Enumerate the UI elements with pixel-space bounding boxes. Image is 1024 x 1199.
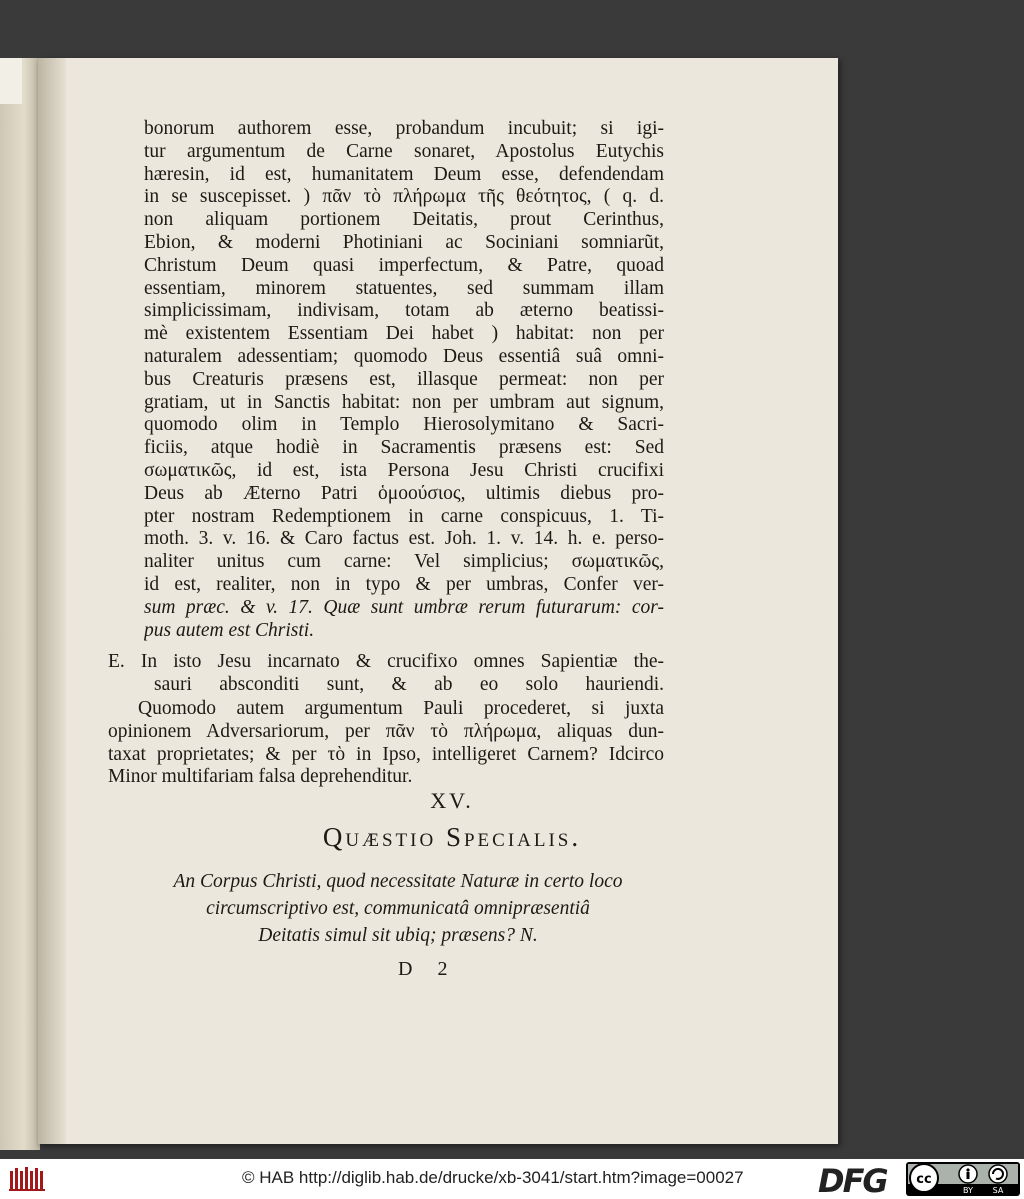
page-spine-shadow: [38, 58, 66, 1144]
cc-by-sa-icon[interactable]: [906, 1162, 1020, 1196]
text-line: naliter unitus cum carne: Vel simplicius; σωματικῶς,: [144, 551, 664, 573]
text-line: σωματικῶς, id est, ista Persona Jesu Christi crucifixi: [144, 459, 664, 481]
hab-logo-icon: [8, 1165, 48, 1193]
text-line: id est, realiter, non in typo & per umbras, Confer ver-: [144, 573, 664, 595]
svg-text:cc: cc: [916, 1172, 932, 1187]
section-heading: Quæstio Specialis.: [322, 822, 582, 852]
previous-page-corner: [0, 58, 22, 104]
text-line: gratiam, ut in Sanctis habitat: non per umbram aut signum,: [144, 391, 664, 413]
text-line: non aliquam portionem Deitatis, prout Cerinthus,: [144, 209, 664, 231]
text-line: hæresin, id est, humanitatem Deum esse, defendendam: [144, 163, 664, 185]
text-line: essentiam, minorem statuentes, sed summam illam: [144, 277, 664, 299]
signature-mark: D 2: [398, 958, 458, 980]
paragraph-line: Minor multifariam falsa deprehenditur.: [108, 766, 413, 788]
paragraph-line: Quomodo autem argumentum Pauli procederet, si juxta: [138, 698, 664, 719]
footer-bar: [0, 1159, 1024, 1199]
text-line: simplicissimam, indivisam, totam ab æterno beatissi-: [144, 300, 664, 322]
entry-e: [108, 651, 664, 697]
text-line: pus autem est Christi.: [144, 619, 315, 641]
book-page: [38, 58, 838, 1144]
text-line: Ebion, & moderni Photiniani ac Sociniani somniarũt,: [144, 231, 664, 253]
text-line: ficiis, atque hodiè in Sacramentis præsens est: Sed: [144, 437, 664, 459]
section-number: XV.: [430, 788, 474, 813]
conclusion-paragraph: [108, 698, 664, 789]
text-line: Christum Deum quasi imperfectum, & Patre, quoad: [144, 254, 664, 276]
entry-line: E. In isto Jesu incarnato & crucifixo omnes Sapientiæ the-: [108, 651, 664, 672]
text-line: bus Creaturis præsens est, illasque permeat: non per: [144, 368, 664, 390]
text-line: quomodo olim in Templo Hierosolymitano & Sacri-: [144, 414, 664, 436]
text-line: mè existentem Essentiam Dei habet ) habitat: non per: [144, 323, 664, 345]
question-block: [118, 868, 678, 949]
previous-page-edge: [0, 58, 40, 1150]
dfg-logo: DFG: [818, 1162, 887, 1199]
cc-sa-label: SA: [992, 1186, 1004, 1195]
paragraph-line: opinionem Adversariorum, per πᾶν τὸ πλήρωμα, aliquas dun-: [108, 720, 664, 742]
main-text-block: [144, 118, 664, 642]
text-line: naturalem adessentiam; quomodo Deus essentiâ suâ omni-: [144, 345, 664, 367]
text-line: moth. 3. v. 16. & Caro factus est. Joh. 1. v. 14. h. e. perso-: [144, 528, 664, 550]
entry-line: sauri absconditi sunt, & ab eo solo hauriendi.: [154, 673, 664, 695]
question-line: Deitatis simul sit ubiq; præsens? N.: [258, 925, 538, 946]
text-line: Deus ab Æterno Patri ὁμοούσιος, ultimis diebus pro-: [144, 482, 664, 504]
paragraph-line: taxat proprietates; & per τὸ in Ipso, intelligeret Carnem? Idcirco: [108, 743, 664, 765]
cc-by-label: BY: [963, 1186, 973, 1195]
text-line: pter nostram Redemptionem in carne conspicuus, 1. Ti-: [144, 505, 664, 527]
text-line: bonorum authorem esse, probandum incubuit; si igi-: [144, 118, 664, 139]
copyright-link[interactable]: © HAB http://diglib.hab.de/drucke/xb-3041/start.htm?image=00027: [242, 1168, 744, 1187]
question-line: circumscriptivo est, communicatâ omnipræsentiâ: [206, 898, 590, 919]
text-line: in se suscepisset. ) πᾶν τὸ πλήρωμα τῆς θεότητος, ( q. d.: [144, 186, 664, 208]
text-line: tur argumentum de Carne sonaret, Apostolus Eutychis: [144, 140, 664, 162]
question-line: An Corpus Christi, quod necessitate Naturæ in certo loco: [173, 871, 623, 892]
text-line: sum præc. & v. 17. Quæ sunt umbræ rerum futurarum: cor-: [144, 596, 664, 618]
